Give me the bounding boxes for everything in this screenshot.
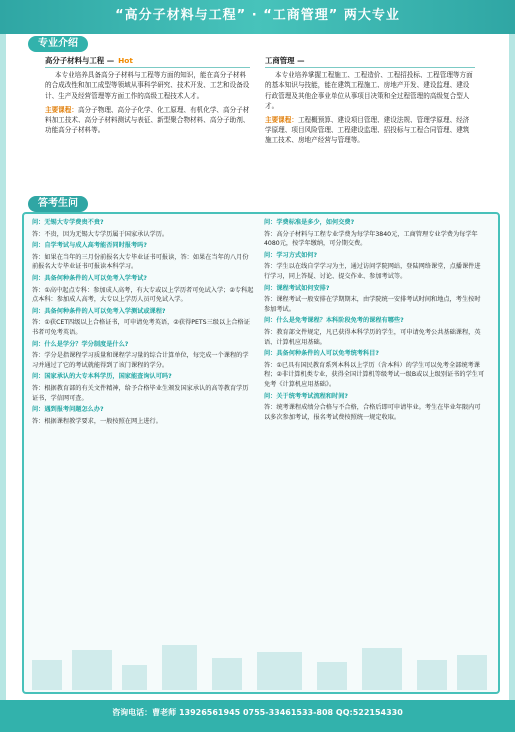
left-courses [45, 105, 250, 136]
left-courses-text: 高分子物理、高分子化学、化工原理、有机化学、高分子材料加工技术、高分子材料测试与表征、新型聚合物材料、高分子助剂、功能高分子材料等。 [45, 105, 250, 135]
question-item: 问：遇到报考问题怎么办? [32, 406, 104, 414]
question-item: 问：学费标准是多少，如何交费? [264, 219, 355, 226]
answer-item: 答：课程考试一般安排在学期期末，由学院统一安排考试时间和地点，考生按时参加考试。 [264, 296, 481, 313]
answer-item: 答：①获CET四级以上合格证书，可申请免考英语，②获得PETS三级以上合格证书者可免考英语。 [32, 319, 250, 336]
right-border [509, 34, 515, 700]
right-courses [265, 115, 475, 146]
intro-left-column [45, 56, 250, 135]
question-item: 问：国家承认的大专本科学历，国家能查询认可吗? [32, 373, 172, 381]
right-heading: 工商管理 — [265, 56, 475, 68]
answer-item: 答：①高中起点专科：参加成人高考，有大专或以上学历者可免试入学；②专科起点本科：参加成人高考，大专以上学历人员可免试入学。 [32, 286, 254, 304]
question-item: 问：课程考试如何安排? [264, 284, 330, 292]
answer-item: 答：根据课程教学要求，一般按照在网上进行。 [32, 417, 162, 425]
qa-left-column [32, 218, 254, 428]
answer-item: 答：教育部文件规定，凡已获得本科学历的学生，可申请免考公共基础课程，英语、计算机应用基础。 [264, 328, 481, 346]
right-body: 本专业培养掌握工程施工、工程造价、工程招投标、工程管理等方面的基本知识与技能，能在建筑工程施工、房地产开发、建设监理、建设行政管理及其他企事业单位从事项目决策和全过程管理的高级复合型人才。 [265, 71, 473, 110]
qa-right-column [264, 218, 486, 424]
left-border [0, 34, 6, 700]
intro-right-column [265, 56, 475, 146]
question-item: 问：什么是免考课程？本科阶段免考的课程有哪些? [264, 317, 404, 325]
intro-section-label: 专业介绍 [28, 36, 88, 52]
question-item: 问：具备何种条件的人可以免考入学考试? [32, 274, 147, 282]
question-item: 问：无锡大专学费贵不贵? [32, 219, 104, 226]
question-item: 问：自学考试与成人高考能否同时报考吗? [32, 242, 147, 250]
answer-item: 答：学分是指课程学习质量和课程学习量的综合计算单位，每完成一个课程的学习并通过了它的考试就能得到了该门课程的学分。 [32, 352, 249, 369]
right-courses-text: 工程概预算、建设项目管理、建设法规、管理学原理、经济学原理、项目风险管理、工程建设监理、招投标与工程合同管理、建筑施工技术、房地产经营与管理等。 [265, 116, 470, 145]
question-item: 问：学习方式如何? [264, 251, 318, 259]
qa-section-label: 答考生问 [28, 196, 88, 212]
answer-item: 答：如果在当年的三月份前报名大专毕业证书可报读，答：如果在当年的八月份前报名大专毕业证书可报读本科学习。 [32, 253, 249, 271]
left-heading [45, 56, 250, 68]
buildings-illustration [22, 640, 496, 690]
answer-item: 答：高分子材料与工程专业学费为每学年3840元，工商管理专业学费为每学年4080元，按学年缴纳，可分期交费。 [264, 230, 478, 248]
answer-item: 答：根据教育部的有关文件精神，给予合格毕业生颁发国家承认的高等教育学历证书，学信网可查。 [32, 384, 249, 402]
left-heading-text: 高分子材料与工程 — [45, 56, 115, 65]
question-item: 问：具备何种条件的人可以免考统考科目? [264, 350, 379, 358]
answer-item: 答：学生以在线自学学习为主，通过访问学院网站，登陆网络课堂，点播课件进行学习，同上答疑、讨论、提交作业、参加考试等。 [264, 263, 481, 280]
hot-badge: Hot [118, 56, 133, 65]
page-title: “高分子材料与工程” · “工商管理” 两大专业 [115, 8, 400, 23]
question-item: 问：具备何种条件的人可以免考入学测试或课程? [32, 307, 166, 315]
footer-contact: 咨询电话：曹老师 13926561945 0755-33461533-808 QQ:522154330 [112, 708, 403, 717]
answer-item: 答：①已具有国民教育系列本科以上学历（含本科）的学生可以免考全部统考课程；②非计算机类专业，获得全国计算机等级考试一级B或以上级别证书的学生可免考《计算机应用基础》。 [264, 361, 485, 388]
answer-item: 答：不贵，因为无锡大专学历属于国家承认学历。 [32, 230, 169, 238]
answer-item: 答：统考课程成绩分合格与不合格，合格后即可申请毕业。考生在毕业年限内可以多次参加考试，报名考试费按照统一规定收取。 [264, 404, 481, 421]
left-courses-label: 主要课程： [45, 105, 78, 114]
question-item: 问：关于统考考试流程和时间? [264, 392, 349, 400]
right-courses-label: 主要课程： [265, 116, 298, 125]
left-body: 本专业培养具备高分子材料与工程等方面的知识，能在高分子材料的合成改性和加工成型等领域从事科学研究、技术开发、工艺和设备设计、生产及经营管理等方面工作的高级工程技术人才。 [45, 71, 250, 100]
question-item: 问：什么是学分？学分制度是什么? [32, 340, 129, 348]
